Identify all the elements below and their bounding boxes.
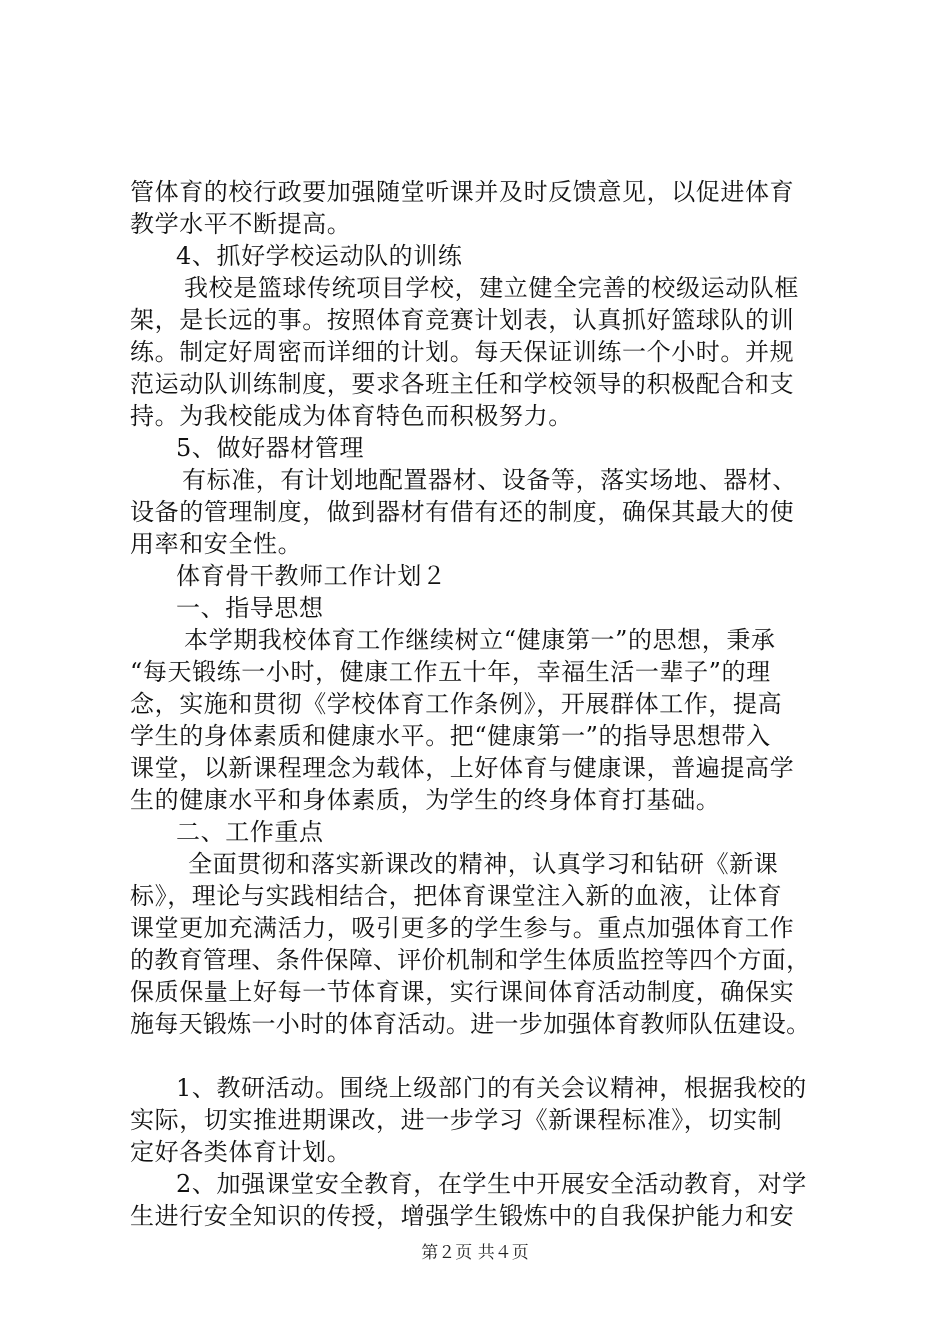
paragraph-line: 施每天锻炼一小时的体育活动。进一步加强体育教师队伍建设。 xyxy=(130,1010,811,1038)
paragraph-line: 定好各类体育计划。 xyxy=(130,1138,352,1166)
document-subtitle: 体育骨干教师工作计划２ xyxy=(176,562,447,590)
paragraph-line: 用率和安全性。 xyxy=(130,530,303,558)
paragraph-line: 范运动队训练制度，要求各班主任和学校领导的积极配合和支 xyxy=(130,370,795,398)
section-heading: 5、做好器材管理 xyxy=(176,434,365,462)
paragraph-line: 念，实施和贯彻《学校体育工作条例》，开展群体工作，提高 xyxy=(130,690,783,718)
section-heading: 二、工作重点 xyxy=(176,818,324,846)
paragraph-line: 实际，切实推进期课改，进一步学习《新课程标准》，切实制 xyxy=(130,1106,783,1134)
paragraph-line: “每天锻练一小时，健康工作五十年，幸福生活一辈子”的理 xyxy=(130,658,771,686)
paragraph-line: 练。制定好周密而详细的计划。每天保证训练一个小时。并规 xyxy=(130,338,795,366)
paragraph-line: 学生的身体素质和健康水平。把“健康第一”的指导思想带入 xyxy=(130,722,771,750)
section-heading: 一、指导思想 xyxy=(176,594,324,622)
paragraph-line: 架，是长远的事。按照体育竞赛计划表，认真抓好篮球队的训 xyxy=(130,306,795,334)
paragraph-line: 生进行安全知识的传授，增强学生锻炼中的自我保护能力和安 xyxy=(130,1202,795,1230)
paragraph-line: 持。为我校能成为体育特色而积极努力。 xyxy=(130,402,573,430)
paragraph-line: 标》，理论与实践相结合，把体育课堂注入新的血液，让体育 xyxy=(130,882,783,910)
paragraph-line: 有标准，有计划地配置器材、设备等，落实场地、器材、 xyxy=(182,466,797,494)
paragraph-line: 生的健康水平和身体素质，为学生的终身体育打基础。 xyxy=(130,786,721,814)
paragraph-line: 全面贯彻和落实新课改的精神，认真学习和钻研《新课 xyxy=(188,850,779,878)
paragraph-line: 本学期我校体育工作继续树立“健康第一”的思想，秉承 xyxy=(184,626,776,654)
paragraph-line: 2、加强课堂安全教育，在学生中开展安全活动教育，对学 xyxy=(176,1170,807,1198)
paragraph-line: 的教育管理、条件保障、评价机制和学生体质监控等四个方面， xyxy=(130,946,811,974)
section-heading: 4、抓好学校运动队的训练 xyxy=(176,242,463,270)
paragraph-line: 课堂更加充满活力，吸引更多的学生参与。重点加强体育工作 xyxy=(130,914,795,942)
paragraph-line: 1、教研活动。围绕上级部门的有关会议精神，根据我校的 xyxy=(176,1074,807,1102)
paragraph-line: 教学水平不断提高。 xyxy=(130,210,352,238)
paragraph-line: 管体育的校行政要加强随堂听课并及时反馈意见，以促进体育 xyxy=(130,178,795,206)
paragraph-line: 保质保量上好每一节体育课，实行课间体育活动制度，确保实 xyxy=(130,978,795,1006)
paragraph-line: 课堂，以新课程理念为载体，上好体育与健康课，普遍提高学 xyxy=(130,754,795,782)
page-footer: 第２页 共４页 xyxy=(421,1243,529,1263)
paragraph-line: 我校是篮球传统项目学校，建立健全完善的校级运动队框 xyxy=(184,274,799,302)
paragraph-line: 设备的管理制度，做到器材有借有还的制度，确保其最大的使 xyxy=(130,498,795,526)
